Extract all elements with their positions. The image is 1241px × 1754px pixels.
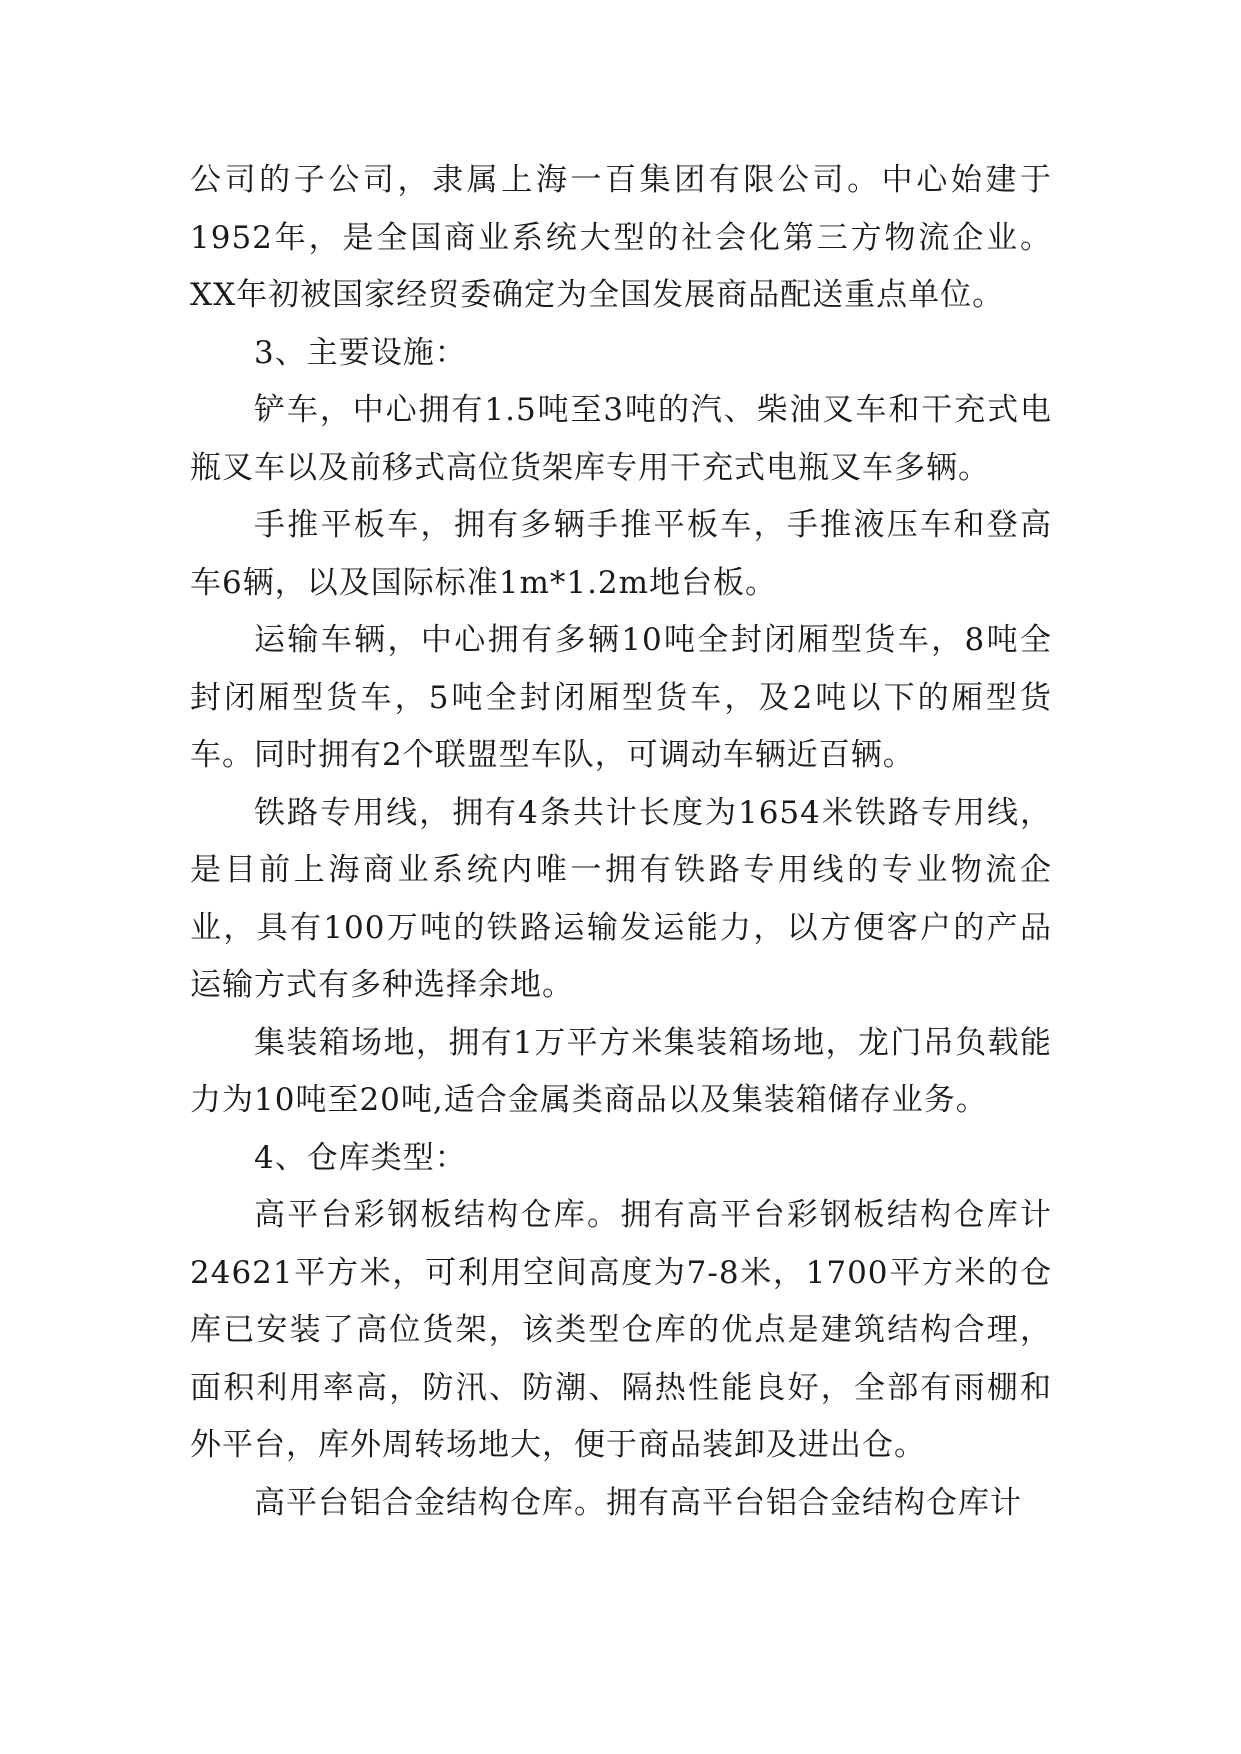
paragraph-container-yard: 集装箱场地，拥有1万平方米集装箱场地，龙门吊负载能力为10吨至20吨,适合金属类商品以及集装箱储存业务。 [190,1024,1052,1118]
paragraph-forklifts: 铲车，中心拥有1.5吨至3吨的汽、柴油叉车和干充式电瓶叉车以及前移式高位货架库专用干充式电瓶叉车多辆。 [190,392,1052,486]
paragraph-color-steel-warehouse: 高平台彩钢板结构仓库。拥有高平台彩钢板结构仓库计24621平方米，可利用空间高度为7-8米，1700平方米的仓库已安装了高位货架，该类型仓库的优点是建筑结构合理，面积利用率高，防汛、防潮、隔热性能良好，全部有雨棚和外平台，库外周转场地大，便于商品装卸及进出仓。 [190,1197,1052,1463]
paragraph-hand-carts: 手推平板车，拥有多辆手推平板车，手推液压车和登高车6辆，以及国际标准1m*1.2m地台板。 [190,507,1052,601]
paragraph-transport-vehicles: 运输车辆，中心拥有多辆10吨全封闭厢型货车，8吨全封闭厢型货车，5吨全封闭厢型货车，及2吨以下的厢型货车。同时拥有2个联盟型车队，可调动车辆近百辆。 [190,622,1052,773]
document-body [190,152,1052,1532]
heading-warehouse-types: 4、仓库类型： [254,1139,467,1176]
paragraph-company-intro: 公司的子公司，隶属上海一百集团有限公司。中心始建于1952年，是全国商业系统大型的社会化第三方物流企业。XX年初被国家经贸委确定为全国发展商品配送重点单位。 [190,162,1052,313]
paragraph-aluminum-warehouse: 高平台铝合金结构仓库。拥有高平台铝合金结构仓库计 [254,1484,1022,1521]
heading-main-facilities: 3、主要设施： [254,334,467,371]
paragraph-railway-line: 铁路专用线，拥有4条共计长度为1654米铁路专用线，是目前上海商业系统内唯一拥有铁路专用线的专业物流企业，具有100万吨的铁路运输发运能力，以方便客户的产品运输方式有多种选择余地。 [190,794,1052,1003]
